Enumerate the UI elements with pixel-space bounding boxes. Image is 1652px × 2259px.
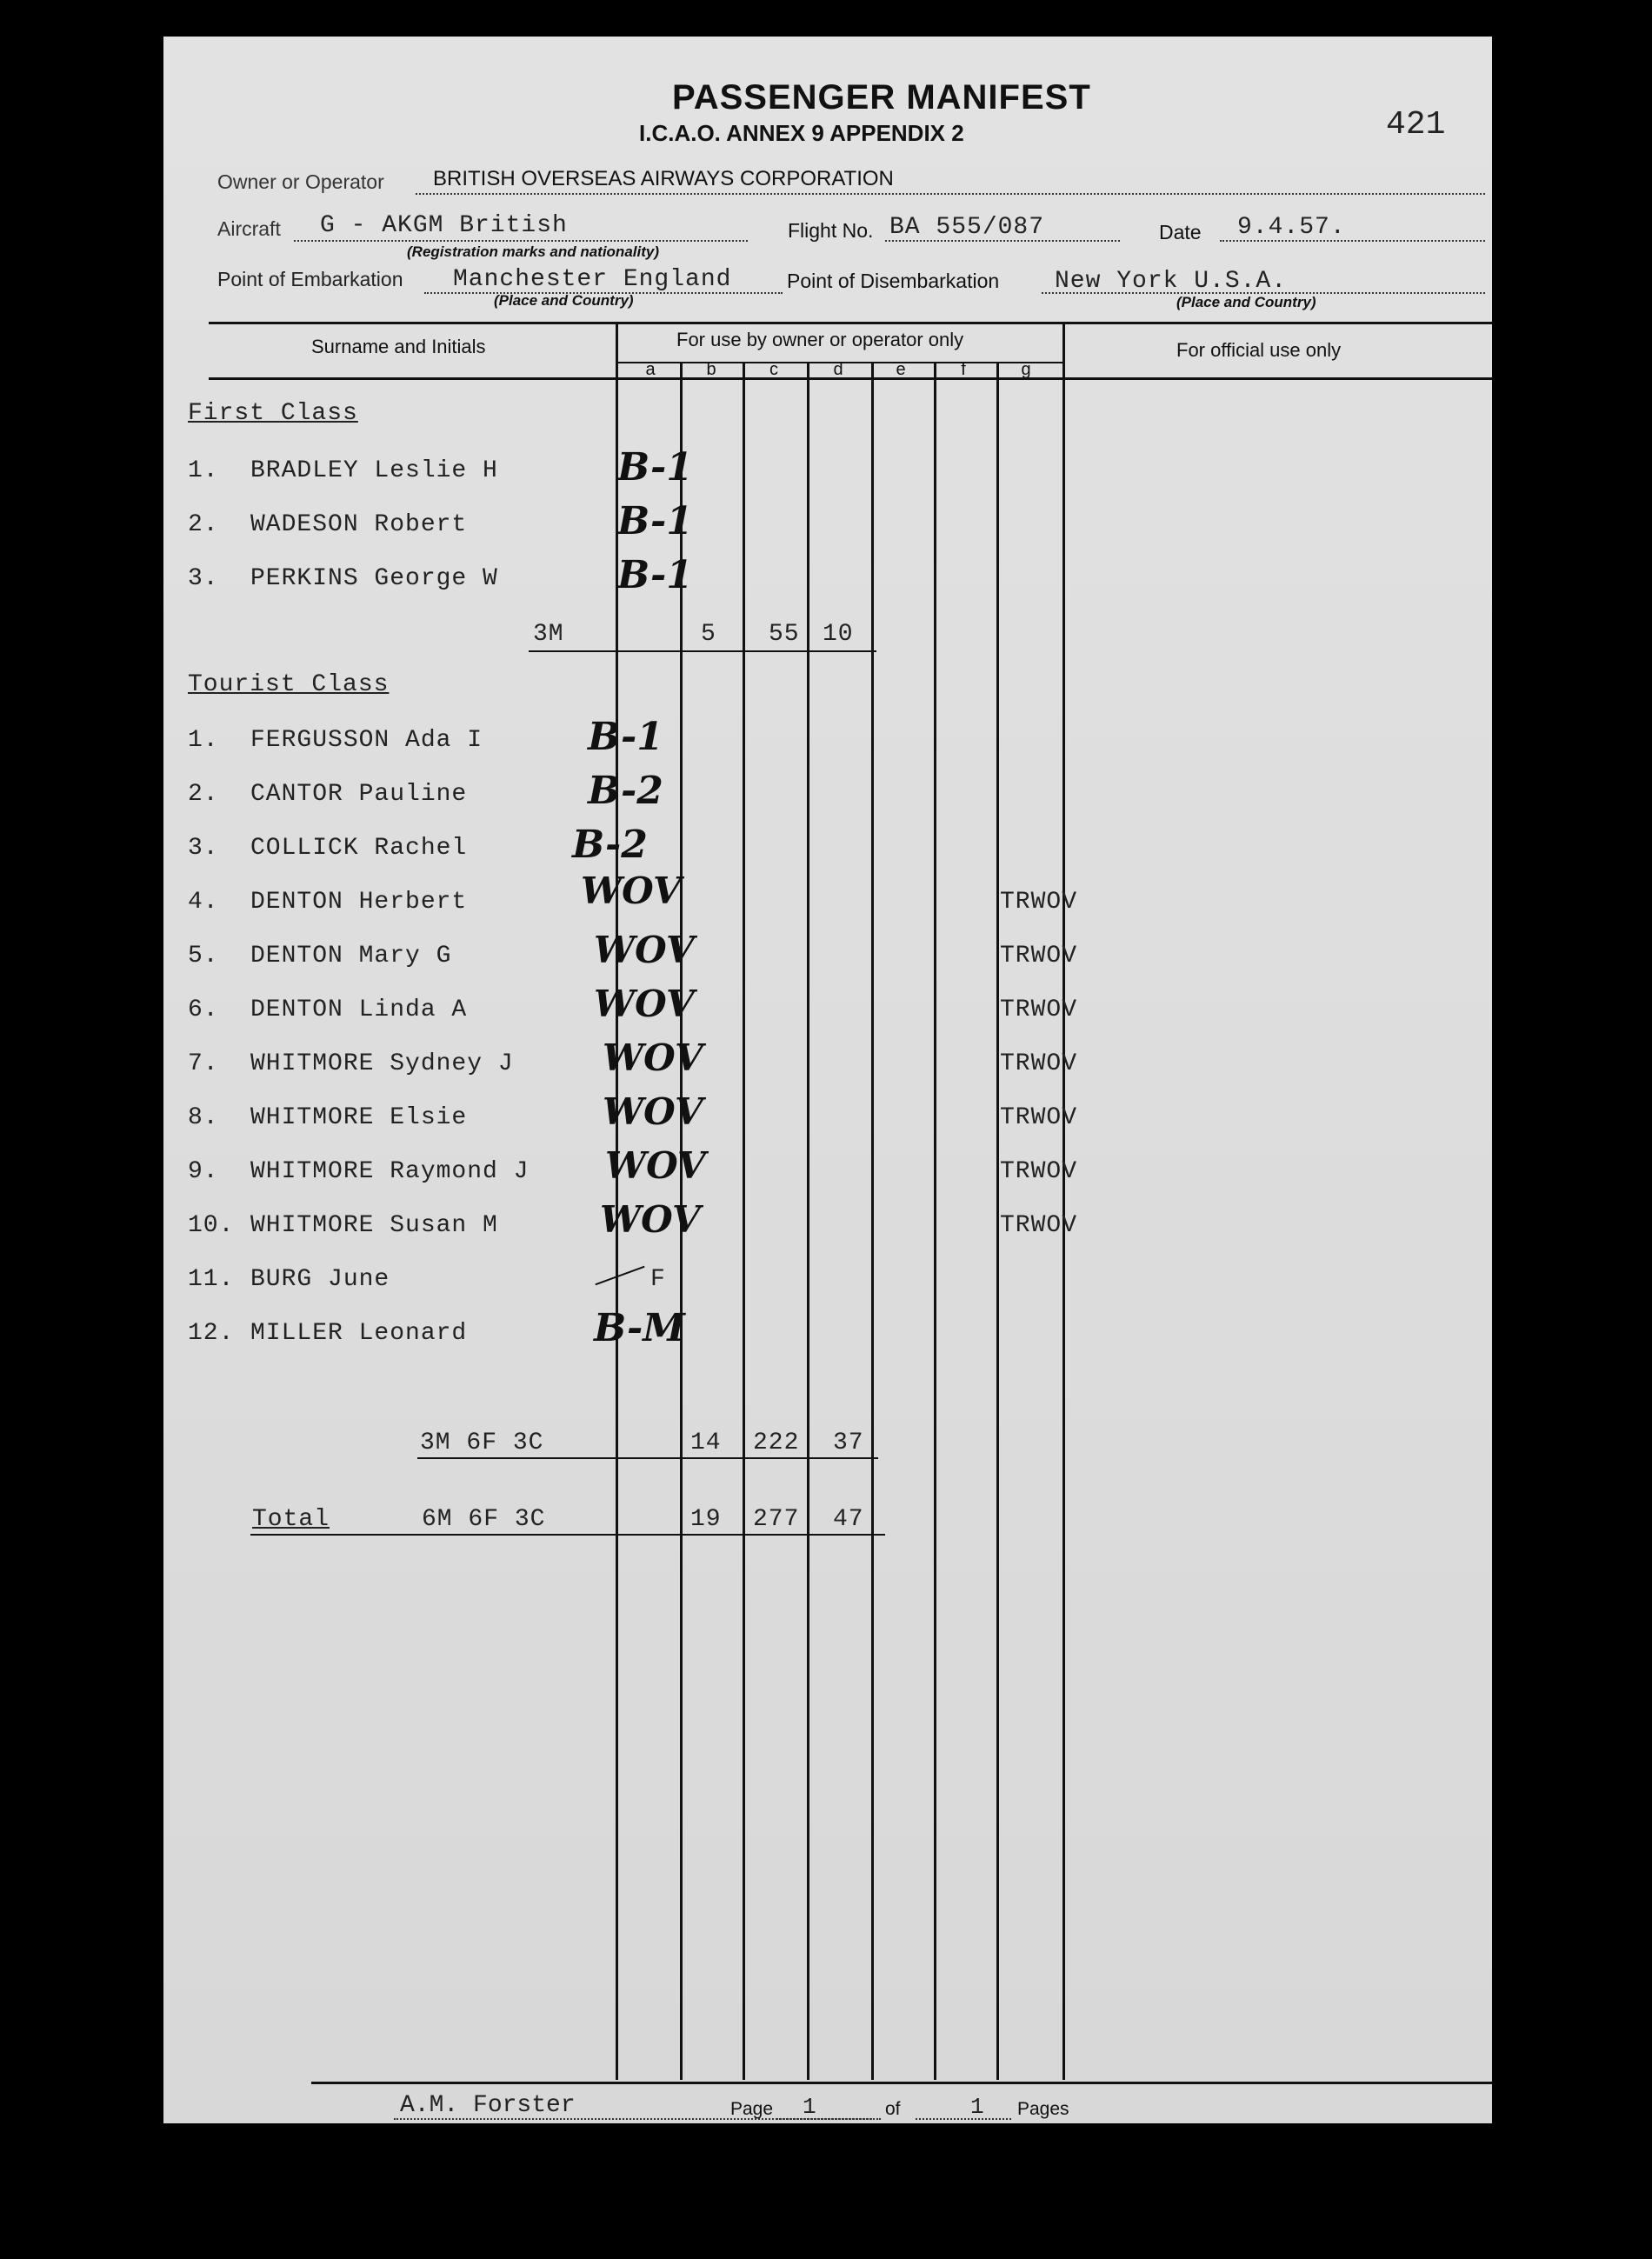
tourist-row-name: WHITMORE Elsie	[250, 1104, 468, 1131]
operator-value: BRITISH OVERSEAS AIRWAYS CORPORATION	[433, 167, 894, 190]
total-counts: 6M 6F 3C	[422, 1506, 546, 1533]
col-g-header: g	[1021, 360, 1031, 379]
first-row-name: WADESON Robert	[250, 511, 468, 538]
official-divider	[1062, 323, 1065, 2080]
tourist-row-name: FERGUSSON Ada I	[250, 727, 483, 754]
total-b: 19	[690, 1506, 722, 1533]
tourist-row-name: DENTON Mary G	[250, 943, 452, 970]
tourist-row-code: WOV	[594, 983, 695, 1025]
of-line	[916, 2118, 1011, 2120]
tourist-row-code: WOV	[594, 929, 695, 971]
tourist-row-num: 10.	[188, 1212, 235, 1239]
tourist-row-code: WOV	[605, 1144, 706, 1187]
page-subtitle: I.C.A.O. ANNEX 9 APPENDIX 2	[639, 120, 964, 146]
first-row-num: 3.	[188, 565, 219, 592]
tourist-row-code: WOV	[603, 1090, 703, 1133]
tourist-row-official: TRWOV	[1000, 1158, 1078, 1185]
first-class-heading: First Class	[188, 400, 358, 427]
page-label: Page	[730, 2099, 774, 2119]
tourist-row-code: B-2	[588, 769, 663, 813]
embark-note: (Place and Country)	[494, 292, 634, 309]
tourist-subtotal-b: 14	[690, 1429, 722, 1456]
tourist-class-heading: Tourist Class	[188, 671, 390, 698]
tourist-row-num: 4.	[188, 889, 219, 916]
tourist-row-official: TRWOV	[1000, 943, 1078, 970]
first-subtotal-b: 5	[701, 621, 716, 648]
signature: A.M. Forster	[400, 2092, 576, 2119]
col-d-header: d	[833, 360, 843, 379]
tourist-subtotal-rule	[417, 1457, 878, 1459]
col-owner-header: For use by owner or operator only	[676, 329, 964, 350]
of-value: 1	[970, 2094, 984, 2120]
disembark-value: New York U.S.A.	[1055, 268, 1288, 295]
tourist-row-name: COLLICK Rachel	[250, 835, 468, 862]
tourist-row-num: 5.	[188, 943, 219, 970]
aircraft-label: Aircraft	[217, 217, 281, 240]
col-surname-header: Surname and Initials	[311, 336, 486, 357]
date-line	[1220, 240, 1485, 242]
tourist-row-official: TRWOV	[1000, 1104, 1078, 1131]
flight-value: BA 555/087	[889, 214, 1045, 241]
first-row-code: B-1	[617, 499, 693, 543]
col-a-header: a	[645, 360, 656, 379]
total-rule	[250, 1534, 885, 1536]
tourist-row-name: DENTON Linda A	[250, 996, 468, 1023]
tourist-row-num: 9.	[188, 1158, 219, 1185]
col-f-divider	[934, 362, 936, 2080]
tourist-row-official: TRWOV	[1000, 889, 1078, 916]
aircraft-note: (Registration marks and nationality)	[407, 243, 659, 260]
page-value: 1	[803, 2094, 816, 2120]
tourist-row-name: MILLER Leonard	[250, 1320, 468, 1347]
col-official-header: For official use only	[1176, 339, 1342, 361]
col-c-divider	[743, 362, 745, 2080]
flight-line	[885, 240, 1120, 242]
first-row-code: B-1	[617, 445, 693, 490]
first-subtotal-label: 3M	[533, 621, 564, 648]
tourist-row-name: CANTOR Pauline	[250, 781, 468, 808]
tourist-row-num: 1.	[188, 727, 219, 754]
tourist-row-code: WOV	[603, 1036, 703, 1079]
table-top-rule	[209, 322, 1492, 324]
pages-label: Pages	[1017, 2099, 1069, 2119]
page-line	[776, 2118, 872, 2120]
operator-label: Owner or Operator	[217, 170, 384, 193]
disembark-note: (Place and Country)	[1176, 294, 1316, 310]
flight-label: Flight No.	[788, 219, 874, 242]
col-d-divider	[807, 362, 809, 2080]
tourist-row-name: WHITMORE Raymond J	[250, 1158, 530, 1185]
disembark-label: Point of Disembarkation	[787, 270, 1000, 292]
tourist-row-sex: F	[650, 1266, 666, 1293]
total-c: 277	[753, 1506, 800, 1533]
tourist-row-num: 7.	[188, 1050, 219, 1077]
footer-rule	[311, 2082, 1492, 2084]
tourist-row-name: DENTON Herbert	[250, 889, 468, 916]
col-c-header: c	[769, 360, 778, 379]
tourist-subtotal-c: 222	[753, 1429, 800, 1456]
tourist-subtotal-label: 3M 6F 3C	[420, 1429, 544, 1456]
first-row-num: 1.	[188, 457, 219, 484]
tourist-row-num: 8.	[188, 1104, 219, 1131]
tourist-row-code: B-1	[588, 715, 663, 759]
embark-label: Point of Embarkation	[217, 268, 403, 290]
tourist-row-official: TRWOV	[1000, 996, 1078, 1023]
tourist-row-code: B-2	[572, 823, 648, 867]
aircraft-line	[294, 240, 748, 242]
tourist-row-name: BURG June	[250, 1266, 390, 1293]
tourist-row-official: TRWOV	[1000, 1212, 1078, 1239]
first-row-num: 2.	[188, 511, 219, 538]
page-title: PASSENGER MANIFEST	[672, 78, 1091, 117]
total-label: Total	[252, 1506, 330, 1533]
sheet-number: 421	[1386, 106, 1446, 143]
tourist-row-num: 12.	[188, 1320, 235, 1347]
tourist-row-num: 2.	[188, 781, 219, 808]
aircraft-value: G - AKGM British	[320, 212, 568, 239]
col-g-divider	[996, 362, 999, 2080]
date-label: Date	[1159, 221, 1202, 243]
first-subtotal-d: 10	[823, 621, 854, 648]
tourist-row-num: 3.	[188, 835, 219, 862]
tourist-row-num: 11.	[188, 1266, 235, 1293]
col-e-divider	[871, 362, 874, 2080]
tourist-row-code: B-M	[594, 1306, 685, 1350]
first-subtotal-rule	[529, 650, 876, 652]
of-label: of	[885, 2099, 901, 2119]
tourist-row-num: 6.	[188, 996, 219, 1023]
tourist-row-official: TRWOV	[1000, 1050, 1078, 1077]
tourist-row-code: WOV	[581, 870, 682, 912]
col-e-header: e	[896, 360, 906, 379]
tourist-row-name: WHITMORE Sydney J	[250, 1050, 514, 1077]
total-d: 47	[833, 1506, 864, 1533]
tourist-row-code: WOV	[600, 1198, 701, 1241]
operator-line	[416, 193, 1485, 195]
first-subtotal-c: 55	[769, 621, 800, 648]
col-f-header: f	[961, 360, 966, 379]
tourist-subtotal-d: 37	[833, 1429, 864, 1456]
embark-value: Manchester England	[453, 266, 732, 293]
first-row-name: BRADLEY Leslie H	[250, 457, 498, 484]
manifest-document	[163, 37, 1492, 2123]
first-row-name: PERKINS George W	[250, 565, 498, 592]
first-row-code: B-1	[617, 553, 693, 597]
col-b-header: b	[706, 360, 716, 379]
tourist-row-name: WHITMORE Susan M	[250, 1212, 498, 1239]
date-value: 9.4.57.	[1237, 214, 1346, 241]
